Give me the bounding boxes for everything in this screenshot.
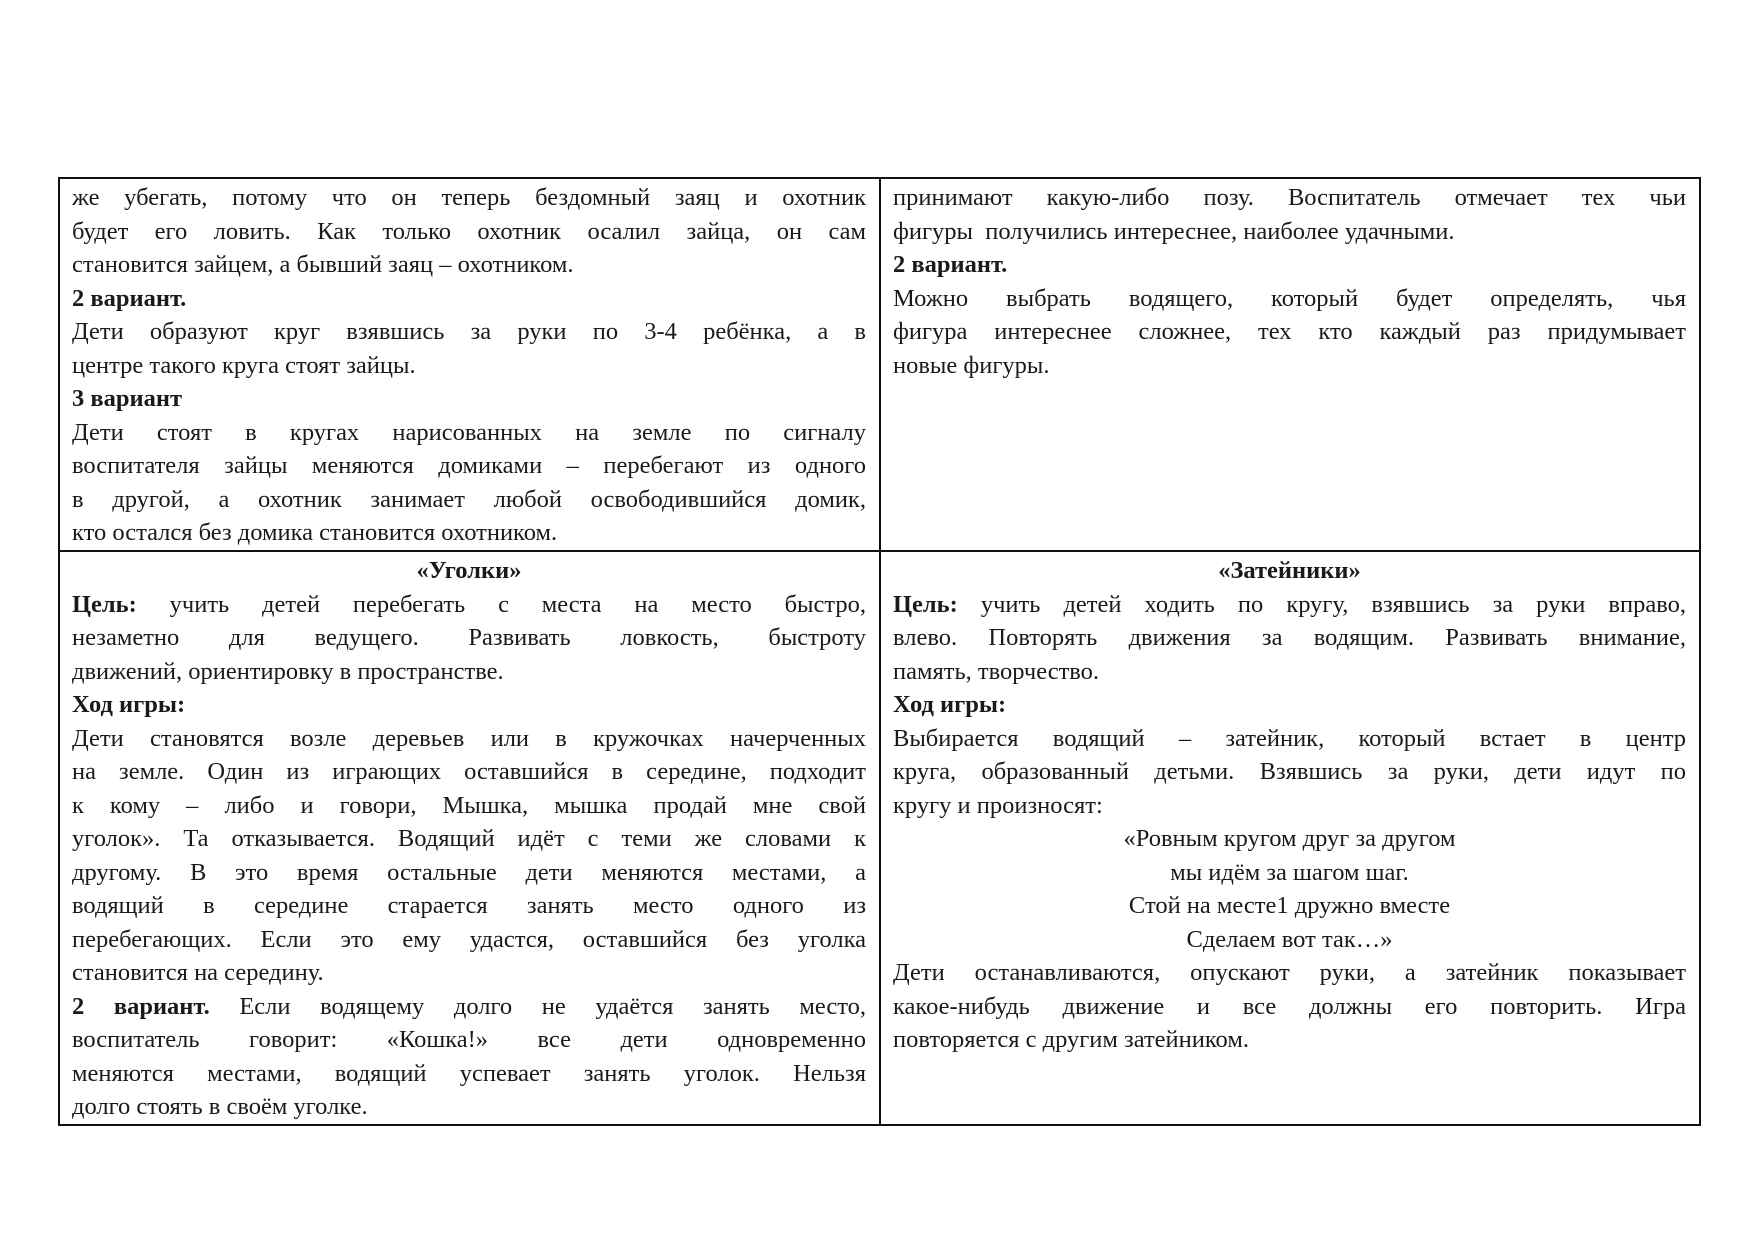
line-text: кто остался без домика становится охотником. xyxy=(72,519,558,546)
text-line xyxy=(72,923,866,957)
text-line xyxy=(72,315,866,349)
line-text: же убегать, потому что он теперь бездомный заяц и охотник xyxy=(72,184,866,211)
text-line xyxy=(893,215,1686,249)
line-text: новые фигуры. xyxy=(893,351,1050,379)
bold-label: Ход игры: xyxy=(893,691,1007,718)
text-line xyxy=(893,923,1686,957)
text-line xyxy=(893,889,1686,923)
line-text: Дети останавливаются, опускают руки, а затейник показывает xyxy=(893,959,1686,986)
text-line xyxy=(893,315,1686,349)
line-text: мы идём за шагом шаг. xyxy=(1170,858,1409,886)
bold-label: Ход игры: xyxy=(72,691,186,718)
text-line xyxy=(72,181,866,215)
games-table xyxy=(58,177,1701,1126)
bold-label: «Затейники» xyxy=(1218,557,1361,584)
text-line xyxy=(72,655,866,689)
text-line xyxy=(72,248,866,282)
cell-game-ugolki xyxy=(59,551,880,1125)
line-text: долго стоять в своём уголке. xyxy=(72,1093,368,1120)
text-line xyxy=(893,588,1686,622)
text-line xyxy=(893,688,1686,722)
text-line xyxy=(72,449,866,483)
text-line xyxy=(72,382,866,416)
text-line xyxy=(72,722,866,756)
table-row xyxy=(59,178,1700,551)
text-line xyxy=(72,215,866,249)
text-line xyxy=(893,956,1686,990)
text-line xyxy=(893,248,1686,282)
bold-label: 2 вариант. xyxy=(72,992,210,1020)
line-text: влево. Повторять движения за водящим. Развивать внимание, xyxy=(893,624,1686,651)
line-text: повторяется с другим затейником. xyxy=(893,1026,1249,1053)
line-text: в другой, а охотник занимает любой освободившийся домик, xyxy=(72,485,866,513)
bold-label: «Уголки» xyxy=(416,557,522,584)
text-line xyxy=(72,554,866,588)
text-line xyxy=(893,990,1686,1024)
line-text: учить детей ходить по кругу, взявшись за руки вправо, xyxy=(957,590,1686,618)
cell-zaitsy-continuation xyxy=(59,178,880,551)
text-line xyxy=(893,282,1686,316)
line-text: Дети становятся возле деревьев или в кружочках начерченных xyxy=(72,724,866,752)
bold-label: 3 вариант xyxy=(72,385,182,412)
text-line xyxy=(893,554,1686,588)
text-line xyxy=(893,822,1686,856)
line-text: становится на середину. xyxy=(72,959,324,986)
text-line xyxy=(893,621,1686,655)
cell-game-zateyniki xyxy=(880,551,1700,1125)
text-line xyxy=(893,789,1686,823)
text-line xyxy=(72,688,866,722)
line-text: круга, образованный детьми. Взявшись за руки, дети идут по xyxy=(893,758,1686,785)
line-text: воспитателя зайцы меняются домиками – перебегают из одного xyxy=(72,452,866,479)
line-text: кругу и произносят: xyxy=(893,791,1103,819)
text-line xyxy=(72,1057,866,1091)
line-text: водящий в середине старается занять место одного из xyxy=(72,892,866,919)
line-text: Можно выбрать водящего, который будет определять, чья xyxy=(893,284,1686,312)
line-text: фигура интереснее сложнее, тех кто каждый раз придумывает xyxy=(893,318,1686,345)
line-text: перебегающих. Если это ему удастся, оставшийся без уголка xyxy=(72,925,866,953)
line-text: становится зайцем, а бывший заяц – охотником. xyxy=(72,251,574,278)
text-line xyxy=(72,789,866,823)
bold-label: 2 вариант. xyxy=(893,251,1008,278)
text-line xyxy=(72,282,866,316)
line-text: учить детей перебегать с места на место быстро, xyxy=(136,590,866,618)
text-line xyxy=(893,655,1686,689)
line-text: уголок». Та отказывается. Водящий идёт с теми же словами к xyxy=(72,825,866,852)
text-line xyxy=(72,990,866,1024)
line-text: к кому – либо и говори, Мышка, мышка продай мне свой xyxy=(72,791,866,819)
text-line xyxy=(893,755,1686,789)
line-text: Дети образуют круг взявшись за руки по 3-4 ребёнка, а в xyxy=(72,318,866,345)
line-text: какое-нибудь движение и все должны его повторить. Игра xyxy=(893,992,1686,1020)
line-text: на земле. Один из играющих оставшийся в середине, подходит xyxy=(72,758,866,785)
text-line xyxy=(72,588,866,622)
line-text: другому. В это время остальные дети меняются местами, а xyxy=(72,858,866,886)
text-line xyxy=(72,1090,866,1124)
text-line xyxy=(72,1023,866,1057)
table-row xyxy=(59,551,1700,1125)
text-line xyxy=(72,621,866,655)
bold-label: Цель: xyxy=(893,590,958,618)
bold-label: 2 вариант. xyxy=(72,284,187,312)
text-line xyxy=(72,483,866,517)
text-line xyxy=(893,856,1686,890)
line-text: центре такого круга стоят зайцы. xyxy=(72,351,416,379)
bold-label: Цель: xyxy=(72,590,137,618)
text-line xyxy=(893,1023,1686,1057)
line-text: принимают какую-либо позу. Воспитатель отмечает тех чьи xyxy=(893,184,1686,211)
line-text: Дети стоят в кругах нарисованных на земле по сигналу xyxy=(72,418,866,446)
line-text: меняются местами, водящий успевает занять уголок. Нельзя xyxy=(72,1059,866,1087)
line-text: фигуры получились интереснее, наиболее удачными. xyxy=(893,217,1455,245)
text-line xyxy=(72,822,866,856)
line-text: Стой на месте1 дружно вместе xyxy=(1128,892,1451,919)
line-text: память, творчество. xyxy=(893,657,1100,685)
text-line xyxy=(893,349,1686,383)
text-line xyxy=(72,516,866,550)
text-line xyxy=(893,181,1686,215)
line-text: Выбирается водящий – затейник, который встает в центр xyxy=(893,724,1686,752)
line-text: воспитатель говорит: «Кошка!» все дети одновременно xyxy=(72,1026,866,1053)
line-text: Если водящему долго не удаётся занять место, xyxy=(209,992,866,1020)
text-line xyxy=(72,416,866,450)
text-line xyxy=(72,956,866,990)
text-line xyxy=(72,889,866,923)
cell-figury-continuation xyxy=(880,178,1700,551)
line-text: незаметно для ведущего. Развивать ловкость, быстроту xyxy=(72,624,866,651)
line-text: Сделаем вот так…» xyxy=(1186,925,1393,953)
line-text: будет его ловить. Как только охотник осалил зайца, он сам xyxy=(72,217,866,245)
line-text: «Ровным кругом друг за другом xyxy=(1123,825,1456,852)
text-line xyxy=(72,856,866,890)
text-line xyxy=(72,349,866,383)
text-line xyxy=(72,755,866,789)
text-line xyxy=(893,722,1686,756)
line-text: движений, ориентировку в пространстве. xyxy=(72,657,504,685)
